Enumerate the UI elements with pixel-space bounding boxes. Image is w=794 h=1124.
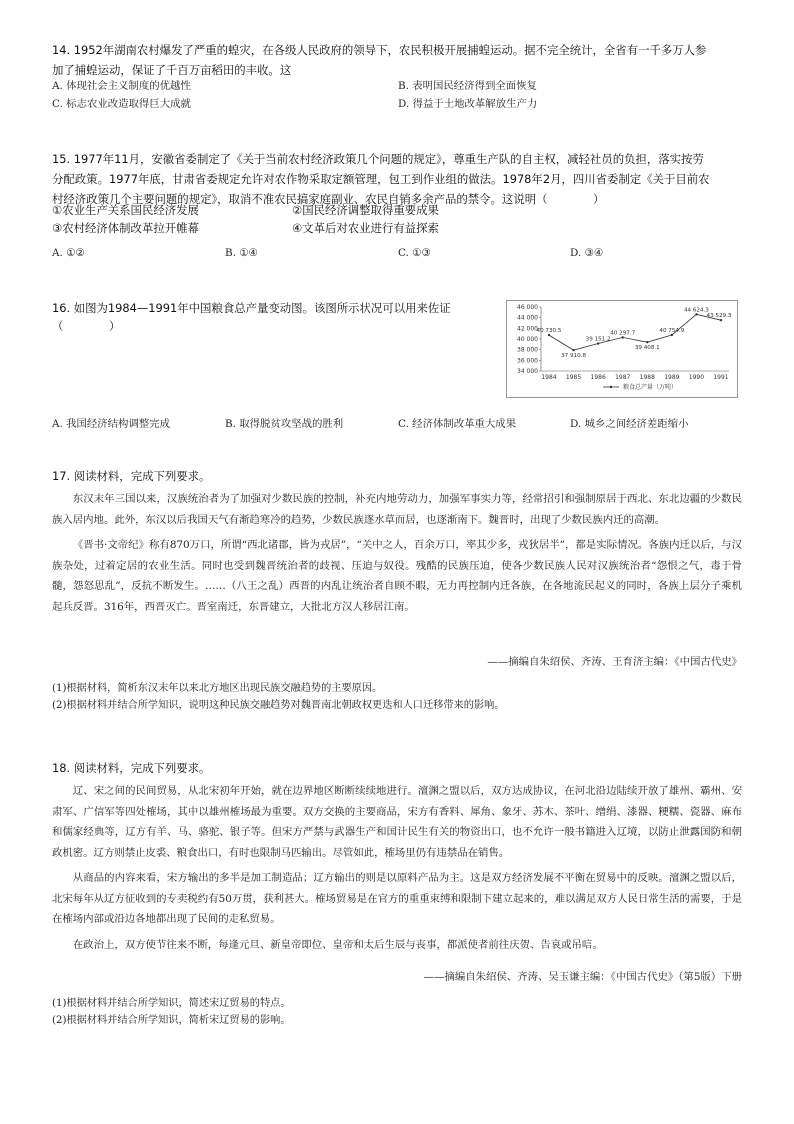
- y-tick-label: 40 000: [517, 336, 538, 343]
- q15-item-4: ④文革后对农业进行有益探索: [292, 221, 439, 235]
- q16-option-a[interactable]: A. 我国经济结构调整完成: [52, 418, 171, 430]
- q14-stem-line-2: 加了捕蝗运动，保证了千百万亩稻田的丰收。这: [52, 63, 292, 77]
- data-point: [720, 319, 722, 321]
- data-label: 39 151.2: [585, 336, 611, 343]
- q15-stem-line-1: 15. 1977年11月，安徽省委制定了《关于当前农村经济政策几个问题的规定》，尊重生产队的自主权，减轻社员的负担，落实按劳: [52, 152, 704, 166]
- q16-option-b[interactable]: B. 取得脱贫攻坚战的胜利: [225, 418, 344, 430]
- data-point: [646, 341, 648, 343]
- q17-question-1: (1)根据材料，简析东汉末年以来北方地区出现民族交融趋势的主要原因。: [52, 683, 383, 694]
- q17-paragraph-1: 东汉末年三国以来，汉族统治者为了加强对少数民族的控制，补充内地劳动力，加强军事实力等，经常招引和强制原居于西北、东北边疆的少数民族入居内地。此外，东汉以后我国天气有渐趋寒冷的趋势，少数民族逐水草而居，也逐渐南下。魏晋时，出现了少数民族内迁的高潮。: [52, 493, 742, 526]
- x-tick-label: 1984: [541, 374, 557, 381]
- data-label: 43 529.3: [706, 313, 732, 320]
- y-tick-label: 42 000: [517, 325, 538, 333]
- x-tick-label: 1989: [664, 374, 680, 381]
- y-tick-label: 36 000: [517, 357, 538, 365]
- data-point: [671, 334, 673, 336]
- legend-label: 粮食总产量（万吨）: [623, 384, 678, 391]
- q17-source: ——摘编自朱绍侯、齐涛、王育济主编：《中国古代史》: [487, 656, 742, 668]
- data-label: 40 754.9: [659, 327, 685, 334]
- q15-item-2: ②国民经济调整取得重要成果: [292, 203, 439, 217]
- data-label: 40 730.5: [536, 328, 562, 335]
- q15-stem-line-3: 村经济政策几个主要问题的规定》，取消不准农民搞家庭副业、农民自销多余产品的禁令。这说明（ ）: [52, 192, 605, 206]
- q18-paragraph-3: 在政治上，双方使节往来不断，每逢元旦、新皇帝即位、皇帝和太后生辰与丧事，都派使者前往庆贺、告哀或吊唁。: [72, 938, 603, 951]
- q15-stem-line-2: 分配政策。1977年底，甘肃省委规定允许对农作物采取定额管理，包工到作业组的做法。1978年2月，四川省委制定《关于目前农: [52, 172, 710, 186]
- data-point: [695, 313, 697, 315]
- grain-output-chart: [506, 300, 738, 398]
- q18-title: 18. 阅读材料，完成下列要求。: [52, 761, 211, 775]
- data-point: [597, 342, 599, 344]
- q16-stem-line-2: （ ）: [52, 319, 121, 333]
- q18-paragraph-2: 从商品的内容来看，宋方输出的多半是加工制造品；辽方输出的则是以原料产品为主。这是双方经济发展不平衡在贸易中的反映。澶渊之盟以后，北宋每年从辽方征收到的专卖税约有50万贯，获利甚大。榷场贸易是在官方的重重束缚和限制下建立起来的，难以满足双方人民日常生活的需要，于是在榷场内部或沿边各地都出现了民间的走私贸易。: [52, 872, 742, 925]
- x-tick-label: 1988: [639, 374, 655, 381]
- x-tick-label: 1986: [590, 374, 606, 381]
- q15-option-c[interactable]: C. ①③: [398, 247, 431, 259]
- data-label: 39 408.1: [634, 345, 660, 352]
- q14-stem-line-1: 14. 1952年湖南农村爆发了严重的蝗灾，在各级人民政府的领导下，农民积极开展捕蝗运动。据不完全统计，全省有一千多万人参: [52, 43, 707, 57]
- chart-canvas: [507, 301, 737, 397]
- q15-item-1: ①农业生产关系国民经济发展: [52, 203, 199, 217]
- q14-option-b[interactable]: B. 表明国民经济得到全面恢复: [398, 80, 537, 92]
- x-tick-label: 1987: [615, 374, 631, 381]
- q15-option-b[interactable]: B. ①④: [225, 247, 258, 259]
- x-tick-label: 1991: [713, 374, 729, 381]
- y-tick-label: 34 000: [517, 368, 538, 375]
- q18-paragraph-1: 辽、宋之间的民间贸易，从北宋初年开始，就在边界地区断断续续地进行。澶渊之盟以后，双方达成协议，在河北沿边陆续开放了雄州、霸州、安肃军、广信军等四处榷场，其中以雄州榷场最为重要。双方交换的主要商品，宋方有香料、犀角、象牙、苏木、茶叶、缯绢、漆器、粳糯、瓷器、麻布和儒家经典等，辽方有羊、马、骆驼、银子等。但宋方严禁与武器生产和国计民生有关的物资出口，也不允许一般书籍进入辽境，以防止泄露国防和朝政机密。辽方则禁止皮裘、粮食出口，有时也限制马匹输出。尽管如此，榷场里仍有违禁品在销售。: [52, 785, 742, 859]
- q16-option-c[interactable]: C. 经济体制改革重大成果: [398, 418, 517, 430]
- q15-option-a[interactable]: A. ①②: [52, 247, 85, 259]
- data-label: 44 624.3: [683, 307, 709, 314]
- q14-option-d[interactable]: D. 得益于土地改革解放生产力: [398, 98, 538, 110]
- q17-material: [52, 489, 742, 617]
- q16-option-d[interactable]: D. 城乡之间经济差距缩小: [570, 418, 689, 430]
- q17-paragraph-2: 《晋书·文帝纪》称有870万口，所谓“西北诸郡，皆为戎居”，“关中之人，百余万口，率其少多，戎狄居半”，都是实际情况。各族内迁以后，与汉族杂处，过着定居的农业生活。同时也受到魏晋统治者的歧视、压迫与奴役。残酷的民族压迫，使各少数民族人民对汉族统治者“怨恨之气，毒于骨髓，怨怒思乱”，反抗不断发生。……（八王之乱）西晋的内乱让统治者自顾不暇，无力再控制内迁各族，在各地流民起义的同时，各族上层分子乘机起兵反晋。316年，西晋灭亡。晋室南迁，东晋建立，大批北方汉人移居江南。: [52, 539, 742, 613]
- y-tick-label: 44 000: [517, 314, 538, 322]
- q16-stem-line-1: 16. 如图为1984—1991年中国粮食总产量变动图。该图所示状况可以用来佐证: [52, 301, 451, 315]
- q14-option-a[interactable]: A. 体现社会主义制度的优越性: [52, 80, 191, 92]
- q14-stem: [52, 40, 752, 80]
- q15-option-d[interactable]: D. ③④: [570, 247, 604, 259]
- legend-marker: [610, 386, 612, 388]
- q18-source: ——摘编自朱绍侯、齐涛、吴玉谦主编：《中国古代史》（第5版）下册: [423, 971, 742, 983]
- data-point: [622, 336, 624, 338]
- data-point: [548, 334, 550, 336]
- y-tick-label: 46 000: [517, 304, 538, 311]
- q18-question-2: (2)根据材料并结合所学知识，简析宋辽贸易的影响。: [52, 1015, 291, 1026]
- data-label: 40 297.7: [610, 330, 636, 337]
- data-point: [572, 349, 574, 351]
- data-label: 37 910.8: [561, 353, 587, 360]
- q17-title: 17. 阅读材料，完成下列要求。: [52, 469, 211, 483]
- x-tick-label: 1990: [688, 374, 705, 381]
- q17-question-2: (2)根据材料并结合所学知识，说明这种民族交融趋势对魏晋南北朝政权更迭和人口迁移带来的影响。: [52, 700, 505, 711]
- q18-material: [52, 781, 742, 955]
- x-tick-label: 1985: [565, 374, 582, 381]
- y-tick-label: 38 000: [517, 346, 538, 354]
- q18-question-1: (1)根据材料并结合所学知识，简述宋辽贸易的特点。: [52, 998, 291, 1009]
- q14-option-c[interactable]: C. 标志农业改造取得巨大成就: [52, 98, 191, 110]
- q15-item-3: ③农村经济体制改革拉开帷幕: [52, 221, 199, 235]
